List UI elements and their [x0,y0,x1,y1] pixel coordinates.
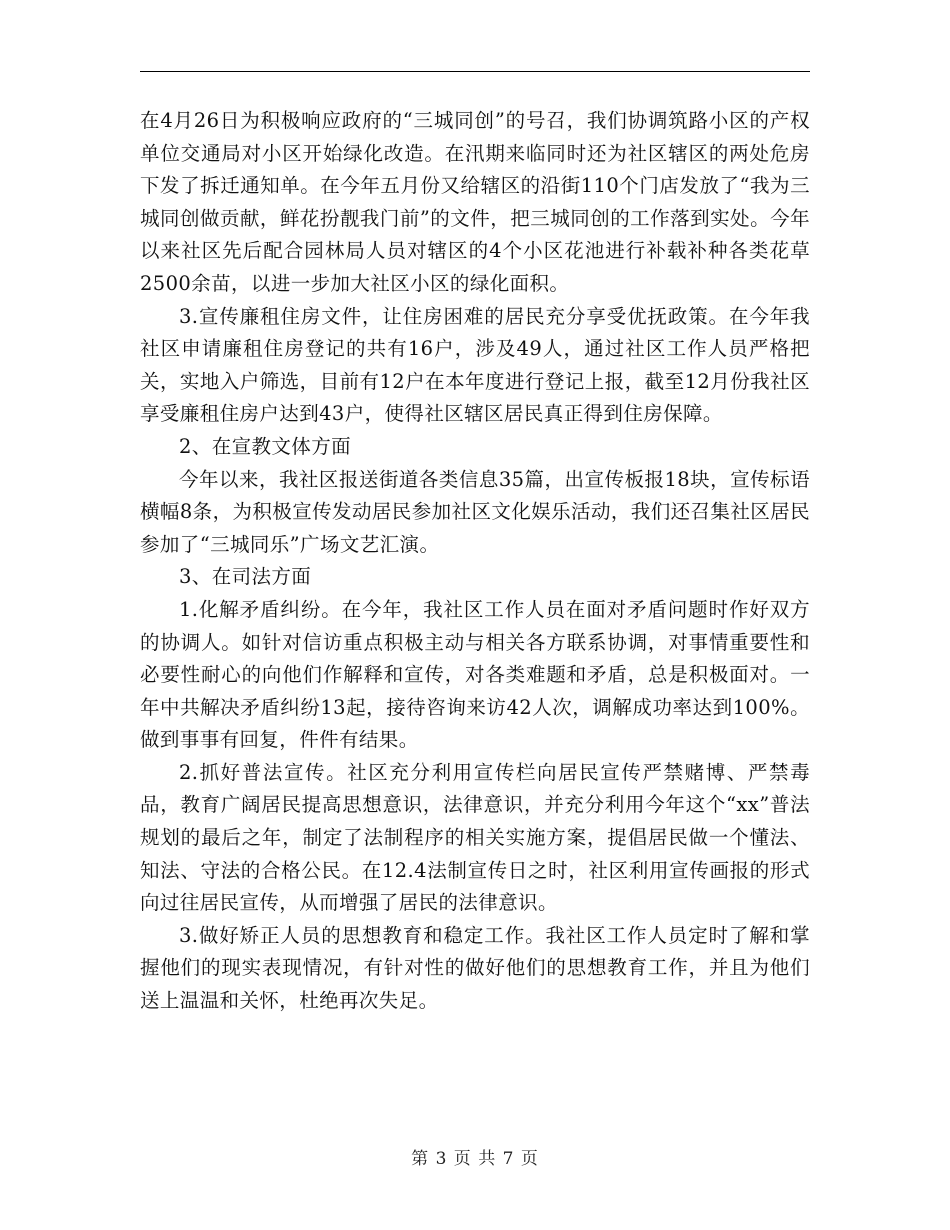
heading-culture: 2、在宣教文体方面 [179,434,352,458]
page-number: 第 3 页 共 7 页 [411,1149,539,1169]
heading-judicial: 3、在司法方面 [179,565,312,589]
paragraph-correction: 3.做好矫正人员的思想教育和稳定工作。我社区工作人员定时了解和掌握他们的现实表现情况，有针对性的做好他们的思想教育工作，并且为他们送上温温和关怀，杜绝再次失足。 [140,923,810,1013]
paragraph-law: 2.抓好普法宣传。社区充分利用宣传栏向居民宣传严禁赌博、严禁毒品，教育广阔居民提高思想意识，法律意识，并充分利用今年这个“xx”普法规划的最后之年，制定了法制程序的相关实施方案，提倡居民做一个懂法、知法、守法的合格公民。在12.4法制宣传日之时，社区利用宣传画报的形式向过往居民宣传，从而增强了居民的法律意识。 [140,760,810,915]
document-body [140,105,810,1018]
header-rule [140,71,810,72]
paragraph-culture: 今年以来，我社区报送街道各类信息35篇，出宣传板报18块，宣传标语横幅8条，为积极宣传发动居民参加社区文化娱乐活动，我们还召集社区居民参加了“三城同乐”广场文艺汇演。 [140,467,810,556]
paragraph-disputes: 1.化解矛盾纠纷。在今年，我社区工作人员在面对矛盾问题时作好双方的协调人。如针对信访重点积极主动与相关各方联系协调，对事情重要性和必要性耐心的向他们作解释和宣传，对各类难题和矛盾，总是积极面对。一年中共解决矛盾纠纷13起，接待咨询来访42人次，调解成功率达到100%。做到事事有回复，件件有结果。 [140,597,810,752]
paragraph-greening: 在4月26日为积极响应政府的“三城同创”的号召，我们协调筑路小区的产权单位交通局对小区开始绿化改造。在汛期来临同时还为社区辖区的两处危房下发了拆迁通知单。在今年五月份又给辖区的沿街110个门店发放了“我为三城同创做贡献，鲜花扮靓我门前”的文件，把三城同创的工作落到实处。今年以来社区先后配合园林局人员对辖区的4个小区花池进行补载补种各类花草2500余苗，以进一步加大社区小区的绿化面积。 [140,109,810,295]
paragraph-housing: 3.宣传廉租住房文件，让住房困难的居民充分享受优抚政策。在今年我社区申请廉租住房登记的共有16户，涉及49人，通过社区工作人员严格把关，实地入户筛选，目前有12户在本年度进行登记上报，截至12月份我社区享受廉租住房户达到43户，使得社区辖区居民真正得到住房保障。 [140,304,810,426]
